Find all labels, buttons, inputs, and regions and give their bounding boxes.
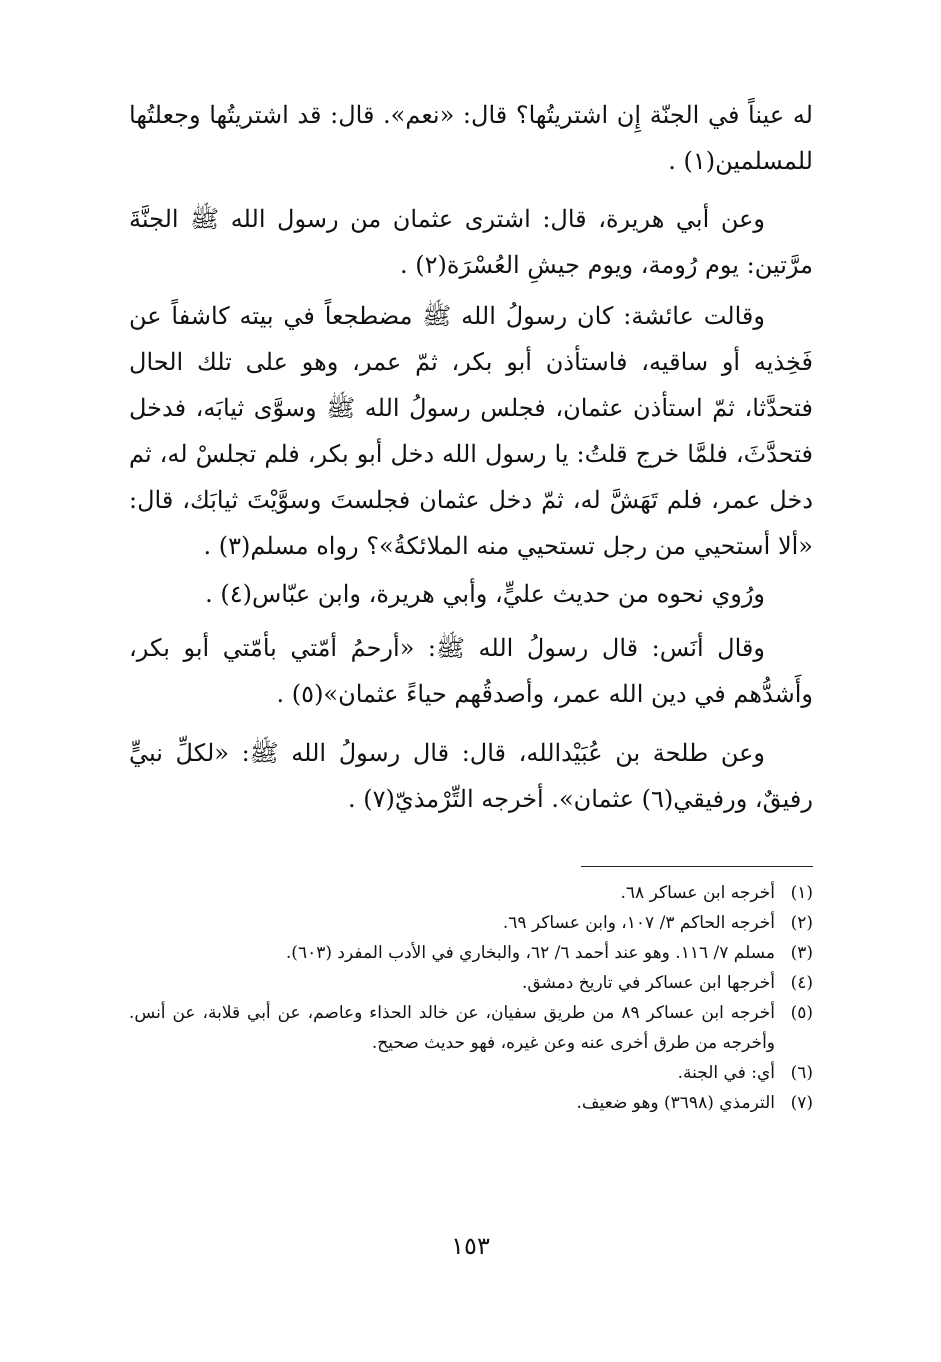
footnote-4 [129,968,813,998]
paragraph-text: ورُوي نحوه من حديث عليٍّ، وأبي هريرة، وابن عبّاس(٤) . [205,580,765,608]
footnote-7 [129,1088,813,1118]
footnote-number: (١) [790,883,813,903]
footnote-number: (٧) [790,1093,813,1113]
footnote-text: الترمذي (٣٦٩٨) وهو ضعيف. [576,1093,775,1113]
paragraph-text: وعن طلحة بن عُبَيْدالله، قال: قال رسولُ الله ﷺ: «لكلِّ نبيٍّ رفيقٌ، ورفيقي(٦) عثمان». أخرجه التِّرْمذيّ(٧) . [129,739,813,813]
paragraph-text: وقال أنَس: قال رسولُ الله ﷺ: «أرحمُ أمّتي بأمّتي أبو بكر، وأَشدُّهم في دين الله عمر، وأصدقُهم حياءً عثمان»(٥) . [129,634,813,708]
footnote-separator [581,866,813,867]
footnote-number: (٦) [790,1063,813,1083]
footnote-2 [129,908,813,938]
body-paragraph-3 [129,293,813,569]
footnote-text: أخرجه الحاكم ٣/ ١٠٧، وابن عساكر ٦٩. [502,913,775,933]
body-paragraph-2 [129,196,813,288]
footnote-1 [129,878,813,908]
page-number: ١٥٣ [451,1232,490,1260]
footnotes [129,878,813,1118]
paragraph-text: وعن أبي هريرة، قال: اشترى عثمان من رسول الله ﷺ الجنَّةَ مرَّتين: يوم رُومة، ويوم جيشِ العُسْرَة(٢) . [129,205,813,279]
footnote-text: مسلم ٧/ ١١٦. وهو عند أحمد ٦/ ٦٢، والبخاري في الأدب المفرد (٦٠٣). [285,943,775,963]
body-paragraph-1 [129,92,813,184]
paragraph-text: وقالت عائشة: كان رسولُ الله ﷺ مضطجعاً في بيته كاشفاً عن فَخِذيه أو ساقيه، فاستأذن أبو بكر، ثمّ عمر، وهو على تلك الحال فتحدَّثا، ثمّ استأذن عثمان، فجلس رسولُ الله ﷺ وسوَّى ثيابَه، فدخل فتحدَّثَ، فلمَّا خرج قلتُ: يا رسول الله دخل أبو بكر، فلم تجلسْ له، ثم دخل عمر، فلم تَهَشَّ له، ثمّ دخل عثمان فجلستَ وسوَّيْتَ ثيابَك، قال: «ألا أستحيي من رجل تستحيي منه الملائكةُ»؟ رواه مسلم(٣) . [129,302,813,560]
body-paragraph-5 [129,625,813,717]
paragraph-text: له عيناً في الجنّة إِن اشتريتُها؟ قال: «نعم». قال: قد اشتريتُها وجعلتُها للمسلمين(١) . [129,101,813,175]
footnote-6 [129,1058,813,1088]
footnote-text: أخرجه ابن عساكر ٦٨. [620,883,775,903]
footnote-number: (٤) [790,973,813,993]
footnote-number: (٥) [790,1003,813,1023]
footnote-text: أخرجها ابن عساكر في تاريخ دمشق. [521,973,775,993]
footnote-3 [129,938,813,968]
footnote-5 [129,998,813,1058]
footnote-number: (٣) [790,943,813,963]
body-paragraph-6 [129,730,813,822]
footnote-text: أخرجه ابن عساكر ٨٩ من طريق سفيان، عن خالد الحذاء وعاصم، عن أبي قلابة، عن أنس. وأخرجه من طرق أخرى عنه وعن غيره، فهو حديث صحيح. [129,1003,775,1053]
footnote-number: (٢) [790,913,813,933]
body-paragraph-4 [129,571,813,617]
footnote-text: أي: في الجنة. [677,1063,775,1083]
